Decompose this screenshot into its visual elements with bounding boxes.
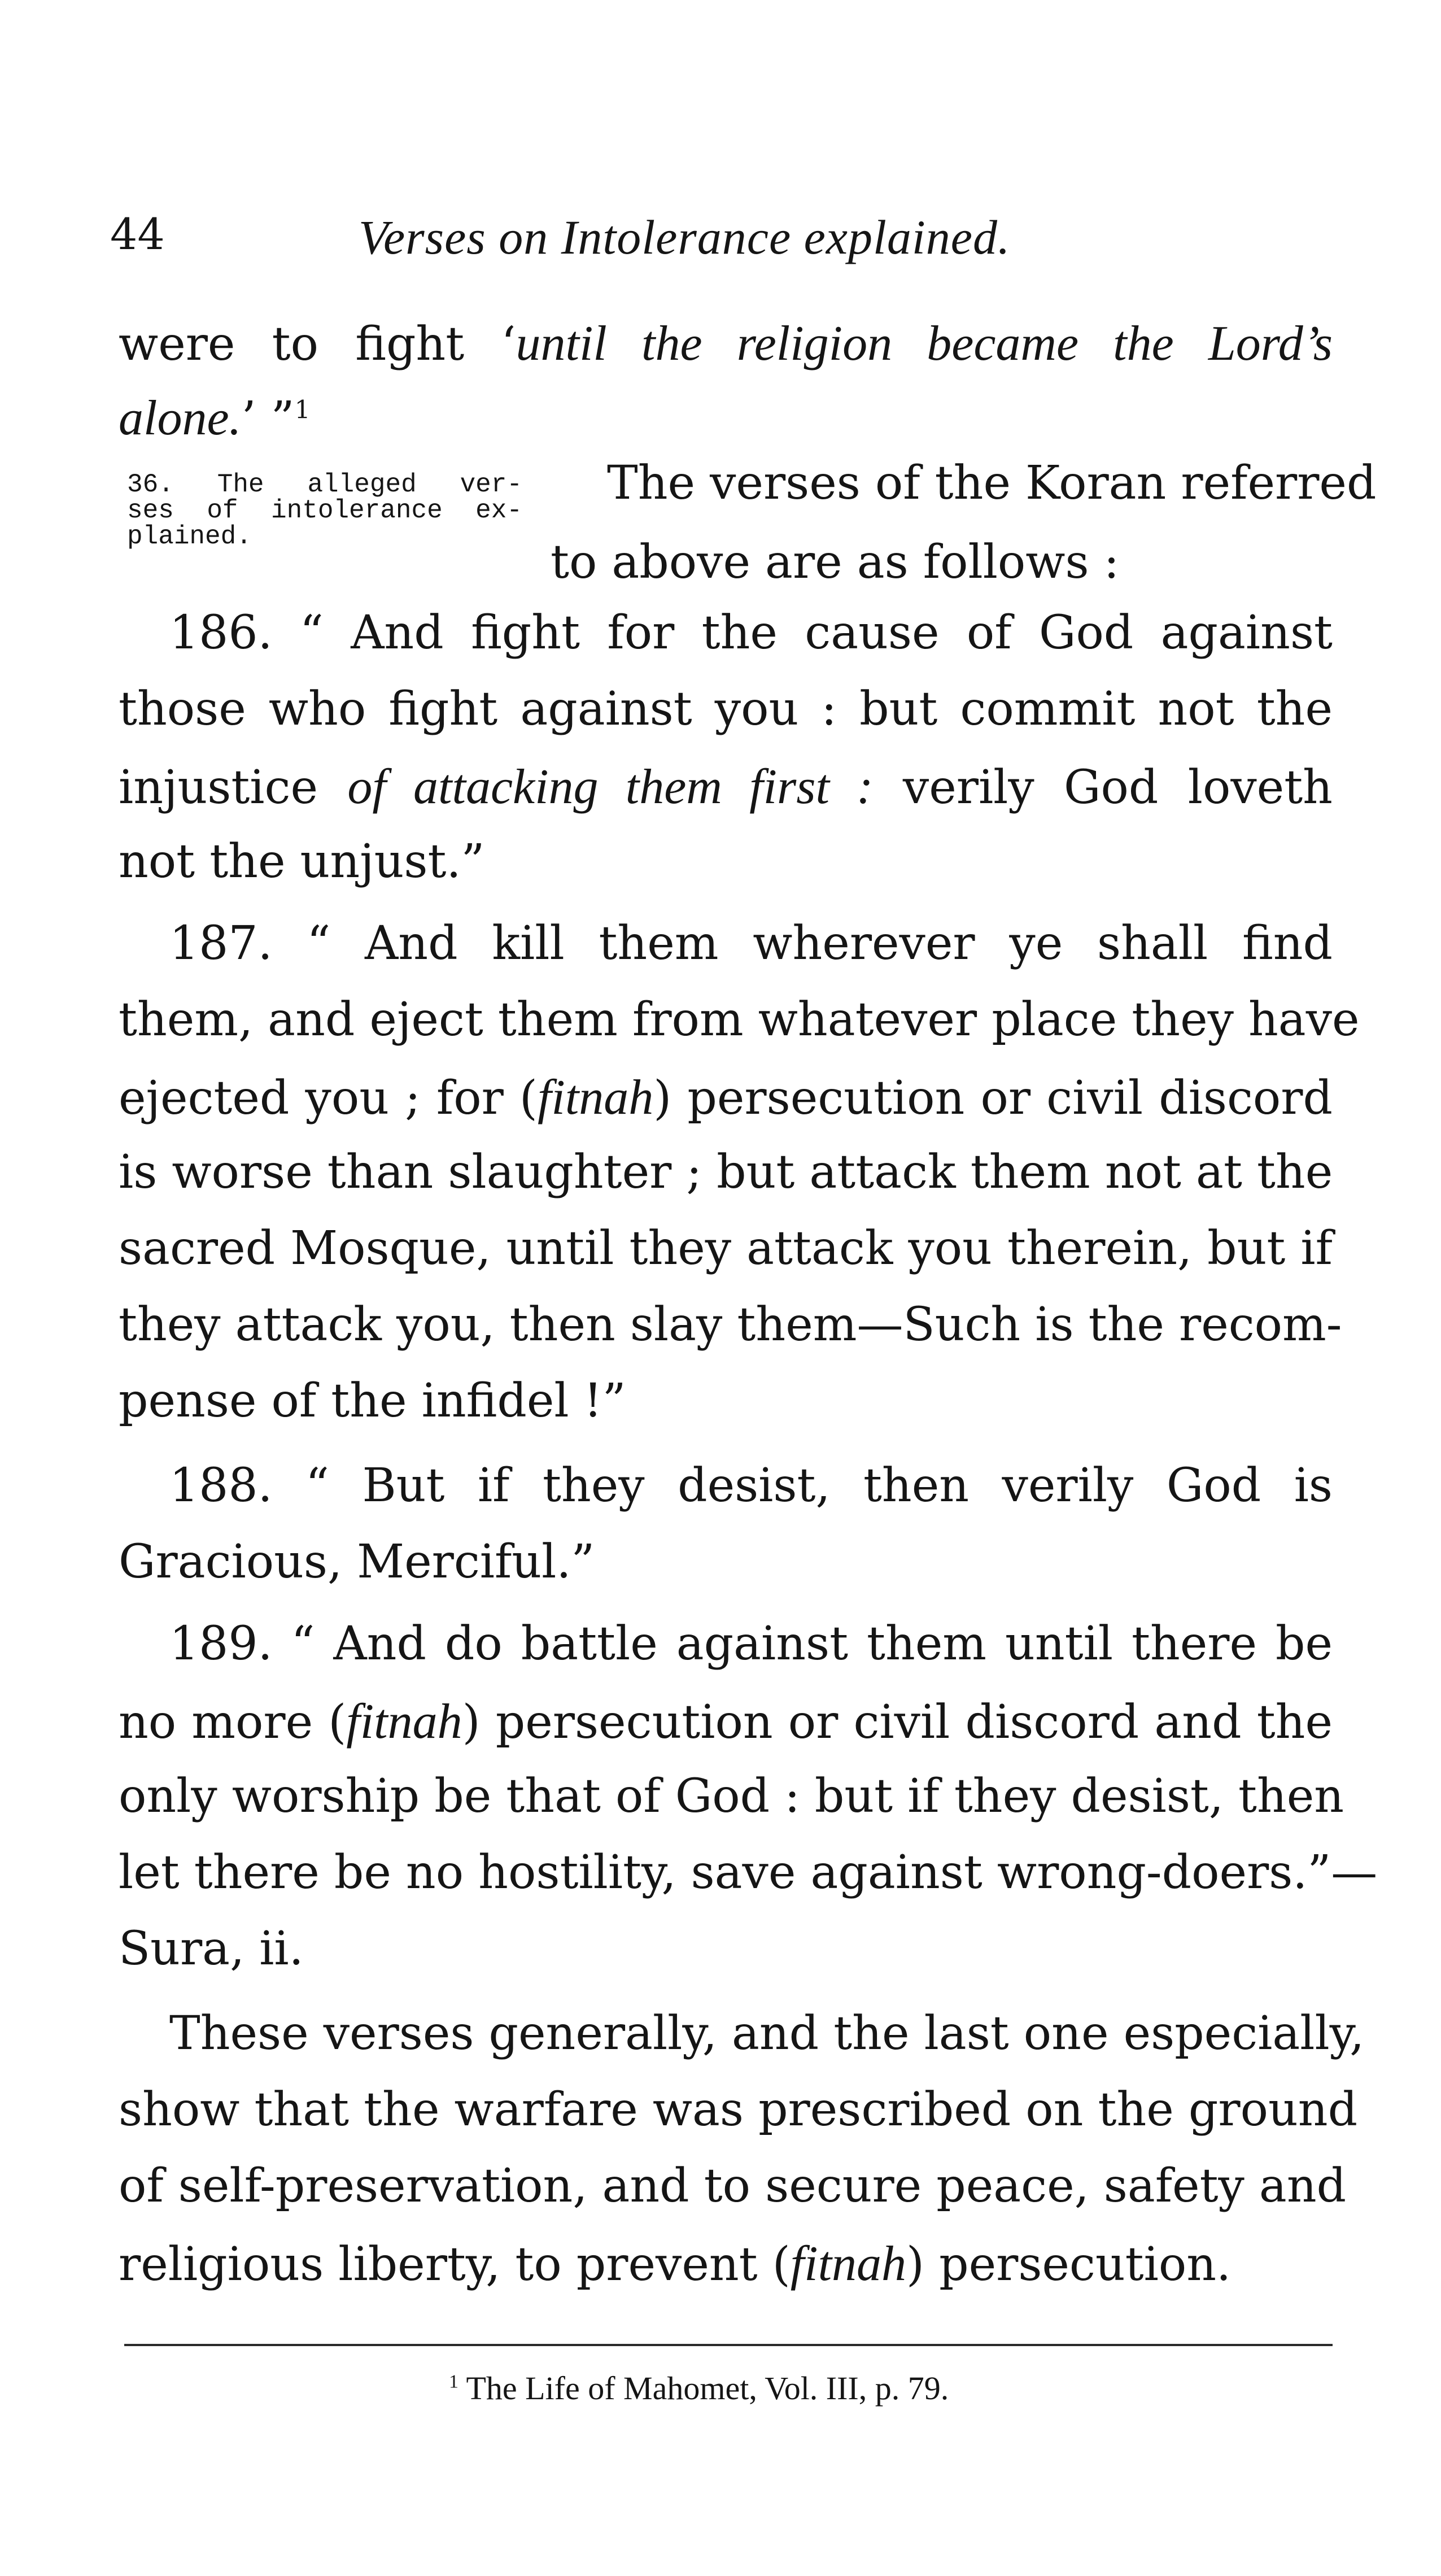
text-line: show that the warfare was prescribed on the ground [119, 2083, 1358, 2137]
text-line: only worship be that of God : but if they desist, then [119, 1769, 1344, 1823]
text-line: The verses of the Koran referred [607, 456, 1377, 510]
text-line: let there be no hostility, save against wrong-doers.”— [119, 1846, 1378, 1899]
text-line: were to fight ‘until the religion became the Lord’s [119, 316, 1333, 371]
side-note: 36. The alleged ver- ses of intolerance ex- plained. [127, 470, 522, 551]
footnote-ref: 1 [294, 395, 311, 425]
text-line: injustice of attacking them first : verily God loveth [119, 760, 1333, 814]
text-line: pense of the infidel !” [119, 1374, 626, 1428]
paragraph-start: These verses generally, and the last one especially, [169, 2007, 1365, 2060]
page-header [110, 209, 1352, 271]
text-line: Gracious, Merciful.” [119, 1535, 595, 1589]
text-line: religious liberty, to prevent (fitnah) persecution. [119, 2237, 1232, 2291]
page-number: 44 [110, 209, 165, 259]
text-line: to above are as follows : [551, 535, 1120, 589]
text-line: ejected you ; for (fitnah) persecution or civil discord [119, 1070, 1333, 1125]
text-line: no more (fitnah) persecution or civil discord and the [119, 1694, 1333, 1749]
footnote-text: The Life of Mahomet, Vol. III, p. 79. [466, 2370, 949, 2407]
running-head: Verses on Intolerance explained. [359, 210, 1011, 264]
text-line: those who fight against you : but commit not the [119, 682, 1333, 736]
text-line: of self-preservation, and to secure peace, safety and [119, 2159, 1347, 2213]
verse-186: 186. “ And fight for the cause of God against [169, 606, 1333, 660]
footnote-marker: 1 [449, 2371, 459, 2392]
verse-188: 188. “ But if they desist, then verily God is [169, 1459, 1333, 1513]
text-line: them, and eject them from whatever place they have [119, 993, 1360, 1047]
text-line: alone.’ ”$^1$ [119, 391, 311, 446]
text-line: Sura, ii. [119, 1922, 304, 1976]
text-line: sacred Mosque, until they attack you therein, but if [119, 1222, 1333, 1275]
text-line: not the unjust.” [119, 835, 485, 888]
footnote-rule [124, 2344, 1333, 2346]
footnote [449, 2369, 949, 2407]
text-line: they attack you, then slay them—Such is the recom- [119, 1298, 1342, 1352]
verse-189: 189. “ And do battle against them until there be [169, 1617, 1333, 1671]
verse-187: 187. “ And kill them wherever ye shall find [169, 917, 1333, 970]
text-line: is worse than slaughter ; but attack them not at the [119, 1145, 1333, 1199]
